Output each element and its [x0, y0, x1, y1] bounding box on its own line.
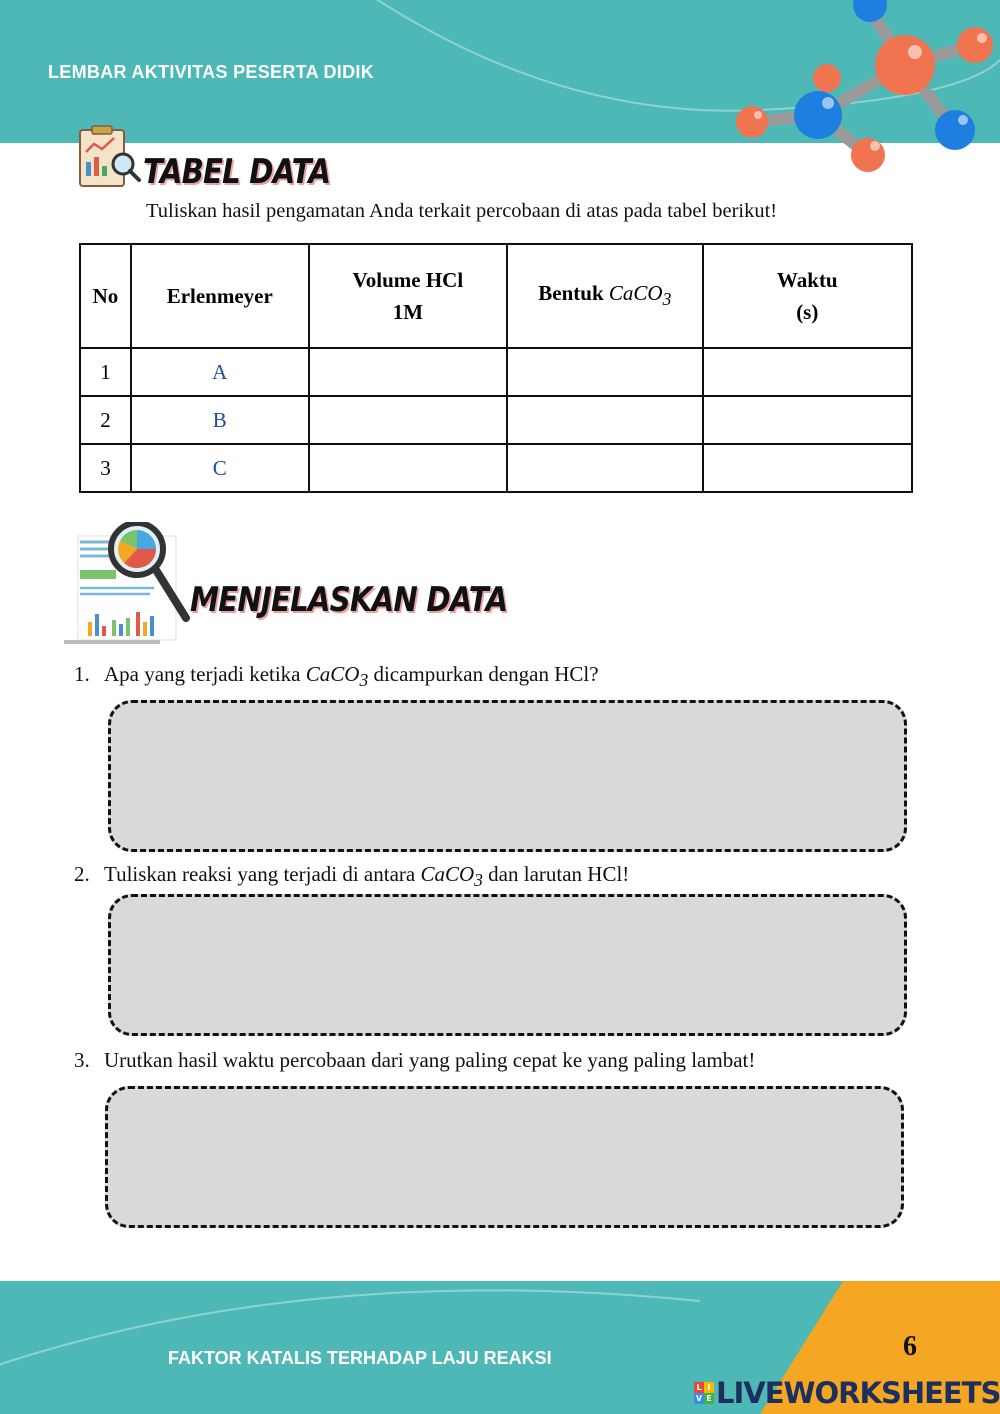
cell-waktu-input[interactable]: [703, 444, 912, 492]
answer-box-2[interactable]: [108, 894, 907, 1036]
header-volume-line1: Volume HCl: [352, 268, 464, 292]
molecule-icon: [720, 0, 1000, 185]
cell-volume-input[interactable]: [309, 444, 507, 492]
header-no: No: [80, 244, 131, 348]
cell-bentuk-input[interactable]: [507, 444, 702, 492]
cell-erlenmeyer: C: [131, 444, 309, 492]
liveworksheets-watermark: [694, 1376, 1000, 1410]
cell-no: 3: [80, 444, 131, 492]
cell-waktu-input[interactable]: [703, 396, 912, 444]
section-title-menjelaskan-data: MENJELASKAN DATA: [190, 580, 508, 620]
header-bentuk-label: Bentuk: [538, 280, 604, 305]
page-number: 6: [903, 1331, 917, 1362]
answer-box-3[interactable]: [105, 1086, 904, 1228]
cell-no: 2: [80, 396, 131, 444]
cell-erlenmeyer: B: [131, 396, 309, 444]
header-waktu-line2: (s): [796, 300, 819, 324]
question-1-number: 1.: [74, 662, 90, 686]
page-footer: [0, 1281, 1000, 1414]
question-1-formula: CaCO$_3$: [305, 662, 369, 691]
header-waktu: [703, 244, 912, 348]
table-row: [80, 444, 912, 492]
cell-waktu-input[interactable]: [703, 348, 912, 396]
table-header-row: [80, 244, 912, 348]
cell-bentuk-input[interactable]: [507, 396, 702, 444]
footer-title: FAKTOR KATALIS TERHADAP LAJU REAKSI: [168, 1348, 552, 1368]
table-row: [80, 348, 912, 396]
header-title: LEMBAR AKTIVITAS PESERTA DIDIK: [48, 62, 375, 82]
table-row: [80, 396, 912, 444]
cell-bentuk-input[interactable]: [507, 348, 702, 396]
question-2-number: 2.: [74, 862, 90, 886]
cell-no: 1: [80, 348, 131, 396]
header-bentuk: [507, 244, 702, 348]
table-instructions: Tuliskan hasil pengamatan Anda terkait percobaan di atas pada tabel berikut!: [146, 200, 778, 222]
liveworksheets-logo-icon: L I V E: [694, 1382, 714, 1404]
question-3: [74, 1048, 755, 1073]
cell-volume-input[interactable]: [309, 396, 507, 444]
header-volume: [309, 244, 507, 348]
answer-box-1[interactable]: [108, 700, 907, 852]
data-analysis-icon: [64, 522, 190, 648]
header-bentuk-formula: CaCO$_3$: [608, 280, 672, 310]
question-3-number: 3.: [74, 1048, 90, 1072]
question-3-text: Urutkan hasil waktu percobaan dari yang paling cepat ke yang paling lambat!: [104, 1048, 756, 1072]
question-2: 2. Tuliskan reaksi yang terjadi di antara CaCO$_3$ dan larutan HCl!: [74, 862, 630, 891]
question-2-formula: CaCO$_3$: [420, 862, 483, 891]
section-title-tabel-data: TABEL DATA: [143, 152, 331, 192]
header-volume-line2: 1M: [392, 300, 424, 324]
cell-volume-input[interactable]: [309, 348, 507, 396]
cell-erlenmeyer: A: [131, 348, 309, 396]
clipboard-chart-icon: [76, 124, 142, 190]
liveworksheets-text: LIVEWORKSHEETS: [716, 1376, 1000, 1410]
header-waktu-line1: Waktu: [776, 268, 838, 292]
data-table: [79, 243, 913, 493]
question-1: 1. Apa yang terjadi ketika CaCO$_3$ dicampurkan dengan HCl?: [74, 662, 599, 691]
header-erlenmeyer: Erlenmeyer: [131, 244, 309, 348]
